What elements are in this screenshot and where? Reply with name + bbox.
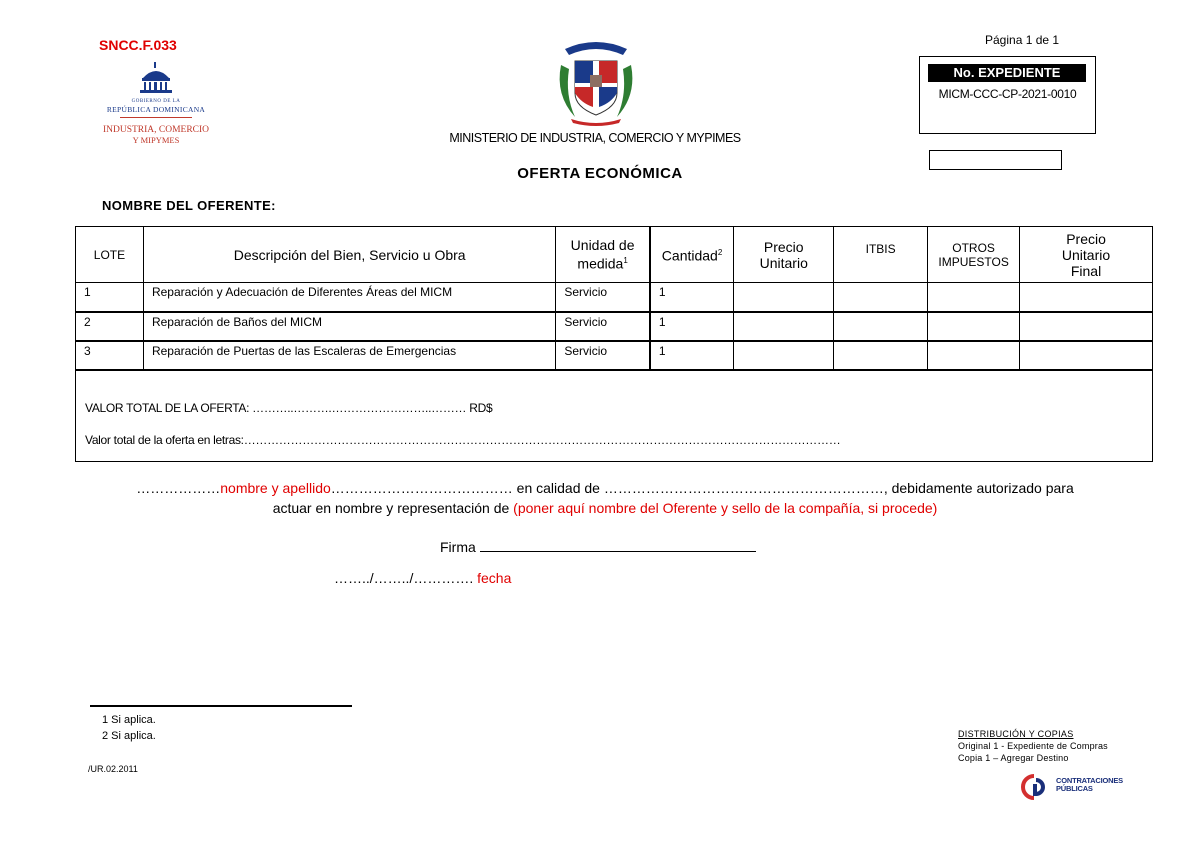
cell-lote: 1: [76, 283, 144, 312]
document-title: OFERTA ECONÓMICA: [517, 165, 683, 182]
cell-cantidad: 1: [650, 283, 734, 312]
valor-total-line: VALOR TOTAL DE LA OFERTA: ………..……….……………………..……… RD$: [85, 401, 493, 415]
footnote-divider: [90, 705, 352, 707]
cell-otros-impuestos[interactable]: [928, 312, 1020, 341]
oferente-placeholder: (poner aquí nombre del Oferente y sello de la compañía, si procede): [513, 500, 938, 516]
cell-precio-final[interactable]: [1020, 283, 1153, 312]
table-row: [76, 312, 1153, 341]
nombre-apellido-placeholder: nombre y apellido: [220, 480, 331, 496]
cell-lote: 2: [76, 312, 144, 341]
lots-table: [75, 226, 1153, 371]
cell-unidad: Servicio: [556, 341, 650, 370]
ministry-logo: [100, 60, 212, 152]
cell-precio-final[interactable]: [1020, 341, 1153, 370]
cell-itbis[interactable]: [834, 341, 928, 370]
firma-label: Firma: [440, 539, 476, 555]
distribution-line-1: Original 1 - Expediente de Compras: [958, 741, 1108, 751]
valor-letras-line: Valor total de la oferta en letras:………………………………………………………………………………………………………………………………………: [85, 433, 841, 447]
cell-cantidad: 1: [650, 341, 734, 370]
logo-text-gobierno: GOBIERNO DE LA: [131, 99, 181, 104]
cell-itbis[interactable]: [834, 283, 928, 312]
firma-line[interactable]: [480, 551, 756, 552]
header-otros-impuestos: OTROS IMPUESTOS: [928, 227, 1020, 283]
contrataciones-publicas-logo: [1014, 772, 1124, 802]
cell-precio-unitario[interactable]: [734, 283, 834, 312]
form-code: SNCC.F.033: [99, 37, 177, 53]
distribution-title: DISTRIBUCIÓN Y COPIAS: [958, 729, 1074, 739]
header-precio-unitario: Precio Unitario: [734, 227, 834, 283]
cell-descripcion: Reparación y Adecuación de Diferentes Áreas del MICM: [143, 283, 555, 312]
table-row: [76, 341, 1153, 370]
oferente-label: NOMBRE DEL OFERENTE:: [102, 198, 276, 213]
declaration-line-1: ………………nombre y apellido………………………………… en calidad de ……………………………………………………, debidamente autorizado para: [136, 480, 1074, 496]
cell-precio-unitario[interactable]: [734, 341, 834, 370]
building-icon: [100, 60, 212, 100]
ministry-name: MINISTERIO DE INDUSTRIA, COMERCIO Y MYPIMES: [449, 131, 741, 145]
cp-logo-text-2: PÚBLICAS: [1056, 784, 1093, 793]
expediente-box: [919, 56, 1096, 134]
cell-descripcion: Reparación de Puertas de las Escaleras de Emergencias: [143, 341, 555, 370]
header-descripcion: Descripción del Bien, Servicio u Obra: [143, 227, 555, 283]
cell-precio-unitario[interactable]: [734, 312, 834, 341]
header-precio-final: Precio Unitario Final: [1020, 227, 1153, 283]
footnote-1: 1 Si aplica.: [102, 714, 156, 726]
coat-of-arms-icon: [553, 35, 639, 127]
declaration-line-2: actuar en nombre y representación de (poner aquí nombre del Oferente y sello de la compañía, si procede): [272, 500, 938, 516]
header-cantidad: Cantidad$^2$: [650, 227, 734, 283]
distribution-line-2: Copia 1 – Agregar Destino: [958, 753, 1069, 763]
totals-box: [75, 369, 1153, 462]
cell-otros-impuestos[interactable]: [928, 341, 1020, 370]
cell-unidad: Servicio: [556, 312, 650, 341]
logo-text-industria: INDUSTRIA, COMERCIO: [102, 125, 210, 135]
page-number: Página 1 de 1: [985, 33, 1060, 47]
cell-unidad: Servicio: [556, 283, 650, 312]
header-lote: LOTE: [76, 227, 144, 283]
table-header-row: [76, 227, 1153, 283]
cell-itbis[interactable]: [834, 312, 928, 341]
table-row: [76, 283, 1153, 312]
cell-otros-impuestos[interactable]: [928, 283, 1020, 312]
header-unidad: Unidad de medida$^1$: [556, 227, 650, 283]
cell-descripcion: Reparación de Baños del MICM: [143, 312, 555, 341]
header-itbis: ITBIS: [834, 227, 928, 283]
expediente-label: No. EXPEDIENTE: [928, 64, 1086, 82]
cp-logo-text-1: CONTRATACIONES: [1056, 776, 1123, 785]
cell-lote: 3: [76, 341, 144, 370]
cell-precio-final[interactable]: [1020, 312, 1153, 341]
fecha-placeholder: fecha: [477, 570, 512, 586]
fecha-line: ……../……../…………. fecha: [334, 570, 512, 586]
expediente-value: MICM-CCC-CP-2021-0010: [938, 87, 1077, 101]
footnote-2: 2 Si aplica.: [102, 730, 156, 742]
logo-text-republica: REPÚBLICA DOMINICANA: [106, 105, 206, 114]
blank-field-box[interactable]: [929, 150, 1062, 170]
logo-text-mipymes: Y MIPYMES: [132, 135, 180, 145]
cell-cantidad: 1: [650, 312, 734, 341]
revision-code: /UR.02.2011: [88, 764, 138, 774]
cp-logo-icon: [1014, 772, 1054, 802]
